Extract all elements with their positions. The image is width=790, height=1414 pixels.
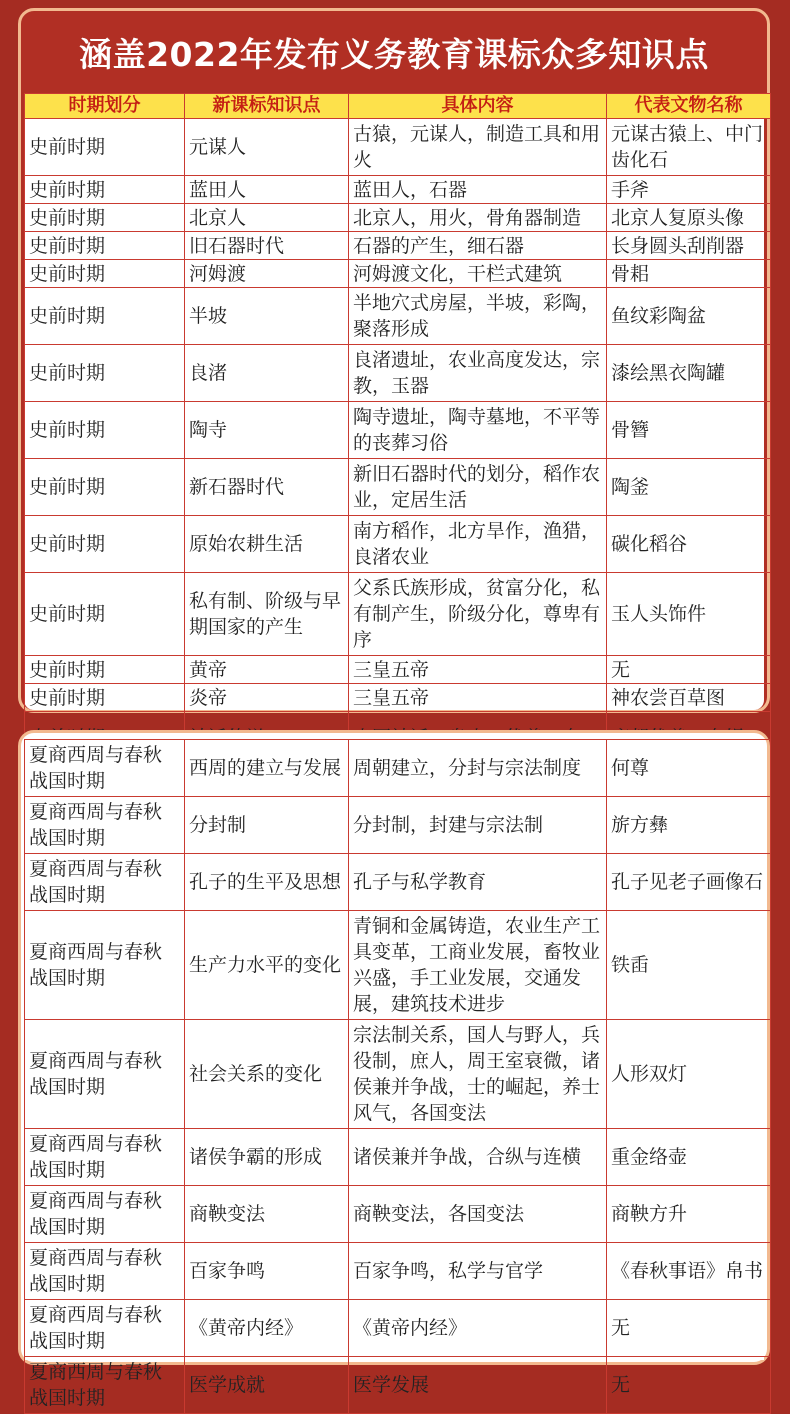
content-cell: 河姆渡文化，干栏式建筑 — [349, 260, 607, 288]
content-cell: 父系氏族形成，贫富分化，私有制产生，阶级分化，尊卑有序 — [349, 573, 607, 656]
content-cell: 蓝田人，石器 — [349, 176, 607, 204]
artifact-cell: 碳化稻谷 — [607, 516, 771, 573]
artifact-cell: 北京人复原头像 — [607, 204, 771, 232]
table-row — [25, 1020, 771, 1129]
content-cell: 《黄帝内经》 — [349, 1300, 607, 1357]
content-cell: 三皇五帝 — [349, 684, 607, 712]
content-cell: 良渚遗址，农业高度发达，宗教，玉器 — [349, 345, 607, 402]
knowledge-cell: 社会关系的变化 — [185, 1020, 349, 1129]
knowledge-cell: 半坡 — [185, 288, 349, 345]
period-cell: 史前时期 — [25, 288, 185, 345]
period-cell: 史前时期 — [25, 260, 185, 288]
knowledge-cell: 商鞅变法 — [185, 1186, 349, 1243]
period-cell: 夏商西周与春秋战国时期 — [25, 740, 185, 797]
knowledge-cell: 黄帝 — [185, 656, 349, 684]
table-row — [25, 119, 771, 176]
knowledge-cell: 炎帝 — [185, 684, 349, 712]
table-row — [25, 740, 771, 797]
table-row — [25, 1186, 771, 1243]
table-row — [25, 573, 771, 656]
content-cell: 宗法制关系，国人与野人，兵役制，庶人，周王室衰微，诸侯兼并争战，士的崛起，养士风气，各国变法 — [349, 1020, 607, 1129]
table-row — [25, 656, 771, 684]
content-cell: 医学发展 — [349, 1357, 607, 1414]
artifact-cell: 孔子见老子画像石 — [607, 854, 771, 911]
knowledge-cell: 医学成就 — [185, 1357, 349, 1414]
artifact-cell: 鱼纹彩陶盆 — [607, 288, 771, 345]
period-cell: 史前时期 — [25, 119, 185, 176]
period-cell: 史前时期 — [25, 402, 185, 459]
table-row — [25, 911, 771, 1020]
knowledge-cell: 分封制 — [185, 797, 349, 854]
content-cell: 陶寺遗址，陶寺墓地，不平等的丧葬习俗 — [349, 402, 607, 459]
content-cell: 商鞅变法，各国变法 — [349, 1186, 607, 1243]
period-cell: 夏商西周与春秋战国时期 — [25, 1243, 185, 1300]
period-cell: 史前时期 — [25, 516, 185, 573]
knowledge-cell: 旧石器时代 — [185, 232, 349, 260]
content-cell: 百家争鸣，私学与官学 — [349, 1243, 607, 1300]
period-cell: 夏商西周与春秋战国时期 — [25, 1129, 185, 1186]
content-cell: 南方稻作，北方旱作，渔猎，良渚农业 — [349, 516, 607, 573]
period-cell: 史前时期 — [25, 232, 185, 260]
knowledge-cell: 私有制、阶级与早期国家的产生 — [185, 573, 349, 656]
artifact-cell: 漆绘黑衣陶罐 — [607, 345, 771, 402]
table-row — [25, 288, 771, 345]
knowledge-cell: 百家争鸣 — [185, 1243, 349, 1300]
knowledge-cell: 西周的建立与发展 — [185, 740, 349, 797]
knowledge-cell: 《黄帝内经》 — [185, 1300, 349, 1357]
content-cell: 三皇五帝 — [349, 656, 607, 684]
period-cell: 夏商西周与春秋战国时期 — [25, 911, 185, 1020]
period-cell: 夏商西周与春秋战国时期 — [25, 1357, 185, 1414]
header-content: 具体内容 — [349, 94, 607, 119]
table-row — [25, 176, 771, 204]
artifact-cell: 神农尝百草图 — [607, 684, 771, 712]
header-knowledge-point: 新课标知识点 — [185, 94, 349, 119]
content-cell: 新旧石器时代的划分，稻作农业，定居生活 — [349, 459, 607, 516]
table-row — [25, 516, 771, 573]
table-row — [25, 345, 771, 402]
period-cell: 史前时期 — [25, 345, 185, 402]
content-cell: 古猿，元谋人，制造工具和用火 — [349, 119, 607, 176]
table-row — [25, 1243, 771, 1300]
knowledge-cell: 北京人 — [185, 204, 349, 232]
knowledge-cell: 生产力水平的变化 — [185, 911, 349, 1020]
artifact-cell: 旂方彝 — [607, 797, 771, 854]
artifact-cell: 陶釜 — [607, 459, 771, 516]
header-period: 时期划分 — [25, 94, 185, 119]
content-cell: 北京人，用火，骨角器制造 — [349, 204, 607, 232]
period-cell: 夏商西周与春秋战国时期 — [25, 1186, 185, 1243]
knowledge-cell: 元谋人 — [185, 119, 349, 176]
artifact-cell: 手斧 — [607, 176, 771, 204]
table-viewport-1[interactable] — [24, 93, 764, 710]
header-artifact: 代表文物名称 — [607, 94, 771, 119]
artifact-cell: 无 — [607, 1357, 771, 1414]
content-cell: 石器的产生，细石器 — [349, 232, 607, 260]
knowledge-table-card-2 — [18, 730, 770, 1409]
period-cell: 史前时期 — [25, 573, 185, 656]
period-cell: 史前时期 — [25, 656, 185, 684]
period-cell: 夏商西周与春秋战国时期 — [25, 1020, 185, 1129]
period-cell: 史前时期 — [25, 459, 185, 516]
table-row — [25, 684, 771, 712]
table-row — [25, 1357, 771, 1414]
artifact-cell: 玉人头饰件 — [607, 573, 771, 656]
period-cell: 夏商西周与春秋战国时期 — [25, 797, 185, 854]
knowledge-cell: 陶寺 — [185, 402, 349, 459]
artifact-cell: 铁臿 — [607, 911, 771, 1020]
table-row — [25, 459, 771, 516]
knowledge-cell: 原始农耕生活 — [185, 516, 349, 573]
table-row — [25, 797, 771, 854]
table-row — [25, 232, 771, 260]
table-row — [25, 854, 771, 911]
knowledge-cell: 新石器时代 — [185, 459, 349, 516]
content-cell: 孔子与私学教育 — [349, 854, 607, 911]
knowledge-table-card-1 — [18, 8, 770, 713]
table-row — [25, 260, 771, 288]
page-title: 涵盖2022年发布义务教育课标众多知识点 — [79, 34, 709, 74]
table-row — [25, 1300, 771, 1357]
table-row — [25, 1129, 771, 1186]
artifact-cell: 骨簪 — [607, 402, 771, 459]
content-cell: 半地穴式房屋，半坡，彩陶，聚落形成 — [349, 288, 607, 345]
artifact-cell: 无 — [607, 1300, 771, 1357]
content-cell: 诸侯兼并争战，合纵与连横 — [349, 1129, 607, 1186]
period-cell: 夏商西周与春秋战国时期 — [25, 1300, 185, 1357]
content-cell: 青铜和金属铸造，农业生产工具变革，工商业发展，畜牧业兴盛，手工业发展，交通发展，建筑技术进步 — [349, 911, 607, 1020]
artifact-cell: 《春秋事语》帛书 — [607, 1243, 771, 1300]
knowledge-cell: 蓝田人 — [185, 176, 349, 204]
table-row — [25, 402, 771, 459]
knowledge-cell: 河姆渡 — [185, 260, 349, 288]
artifact-cell: 骨耜 — [607, 260, 771, 288]
artifact-cell: 商鞅方升 — [607, 1186, 771, 1243]
knowledge-table-1 — [24, 93, 771, 765]
artifact-cell: 元谋古猿上、中门齿化石 — [607, 119, 771, 176]
period-cell: 史前时期 — [25, 684, 185, 712]
period-cell: 史前时期 — [25, 176, 185, 204]
table-header-row — [25, 94, 771, 119]
period-cell: 史前时期 — [25, 204, 185, 232]
knowledge-cell: 诸侯争霸的形成 — [185, 1129, 349, 1186]
table-viewport-2[interactable] — [24, 739, 764, 1409]
content-cell: 分封制，封建与宗法制 — [349, 797, 607, 854]
knowledge-table-2 — [24, 739, 771, 1414]
knowledge-cell: 孔子的生平及思想 — [185, 854, 349, 911]
artifact-cell: 何尊 — [607, 740, 771, 797]
table-row — [25, 204, 771, 232]
period-cell: 夏商西周与春秋战国时期 — [25, 854, 185, 911]
artifact-cell: 长身圆头刮削器 — [607, 232, 771, 260]
artifact-cell: 无 — [607, 656, 771, 684]
artifact-cell: 人形双灯 — [607, 1020, 771, 1129]
knowledge-cell: 良渚 — [185, 345, 349, 402]
content-cell: 周朝建立，分封与宗法制度 — [349, 740, 607, 797]
artifact-cell: 重金络壶 — [607, 1129, 771, 1186]
